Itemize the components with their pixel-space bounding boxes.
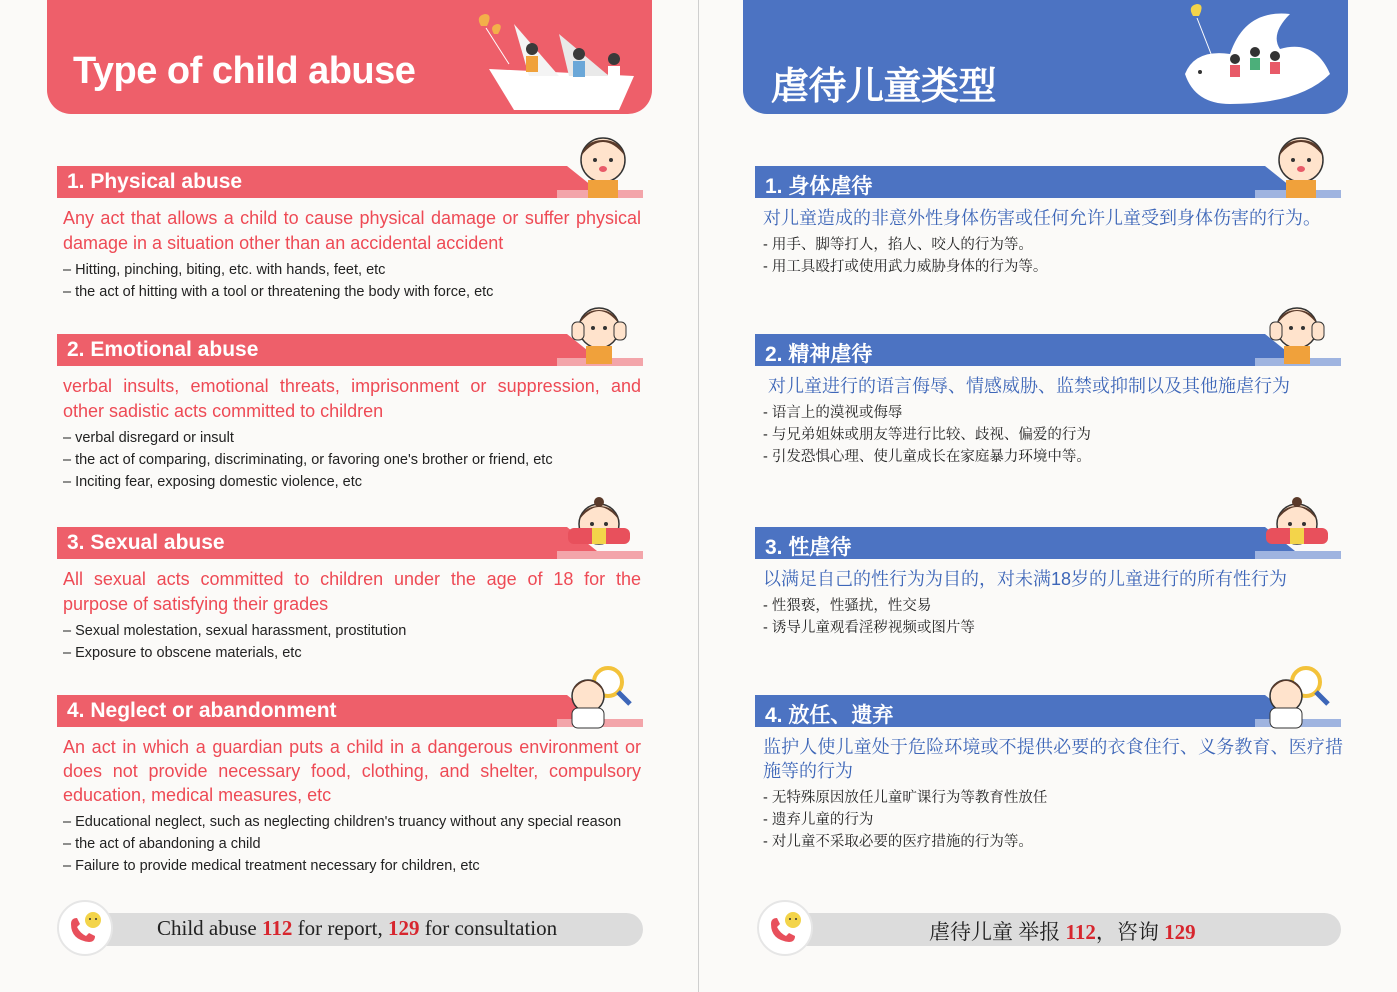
right-section-3-bar [755, 527, 1341, 559]
left-section-2-bar [57, 334, 643, 366]
right-footer [757, 900, 1343, 956]
left-footer [57, 900, 643, 956]
right-section-4-bar [755, 695, 1341, 727]
bullet-item: – verbal disregard or insult [63, 430, 234, 446]
left-section-4-bullets [63, 811, 653, 877]
left-section-2-desc: verbal insults, emotional threats, imprisonment or suppression, and other sadistic acts committed to children [63, 376, 641, 421]
right-section-4-heading: 4. 放任、遗弃 [765, 704, 894, 727]
left-section-3-bar [57, 527, 643, 559]
magnifier-child-icon [1260, 664, 1332, 730]
crying-child-icon [570, 132, 636, 198]
left-title: Type of child abuse [73, 50, 416, 92]
right-section-1-bullets [763, 234, 1343, 278]
scared-child-icon [1264, 300, 1330, 366]
bullet-item: - 诱导儿童观看淫秽视频或图片等 [763, 620, 975, 636]
left-section-3-desc: All sexual acts committed to children under the age of 18 for the purpose of satisfying their grades [63, 569, 641, 614]
bullet-item: – Failure to provide medical treatment necessary for children, etc [63, 858, 480, 874]
bullet-item: – Inciting fear, exposing domestic violence, etc [63, 474, 363, 490]
bullet-item: - 与兄弟姐妹或朋友等进行比较、歧视、偏爱的行为 [763, 427, 1091, 443]
left-footer-text: Child abuse 112 for report, 129 for consultation [157, 916, 558, 940]
left-section-3-bullets [63, 620, 653, 664]
right-section-3-heading: 3. 性虐待 [765, 536, 852, 559]
right-section-1-desc: 对儿童造成的非意外性身体伤害或任何允许儿童受到身体伤害的行为。 [763, 208, 1321, 228]
left-section-1-desc: Any act that allows a child to cause physical damage or suffer physical damage in a situation other than an accidental accident [63, 208, 641, 253]
boat-illustration [459, 4, 649, 114]
right-header [743, 0, 1348, 114]
left-section-4-heading: 4. Neglect or abandonment [67, 699, 337, 722]
crying-child-icon [1268, 132, 1334, 198]
bullet-item: - 用手、脚等打人，掐人、咬人的行为等。 [763, 237, 1033, 253]
right-section-2-heading: 2. 精神虐待 [765, 343, 873, 366]
phone-icon [757, 900, 813, 956]
right-section-2-desc: 对儿童进行的语言侮辱、情感威胁、监禁或抑制以及其他施虐行为 [768, 376, 1290, 396]
report-number: 112 [262, 916, 293, 940]
bullet-item: - 遗弃儿童的行为 [763, 812, 874, 828]
scared-child-icon [566, 300, 632, 366]
dove-illustration [1175, 4, 1345, 114]
bullet-item: - 用工具殴打或使用武力威胁身体的行为等。 [763, 259, 1048, 275]
consultation-number: 129 [1164, 920, 1196, 944]
right-section-3-desc: 以满足自己的性行为为目的，对未满18岁的儿童进行的所有性行为 [763, 569, 1288, 589]
bullet-item: - 无特殊原因放任儿童旷课行为等教育性放任 [763, 790, 1048, 806]
left-section-2-heading: 2. Emotional abuse [67, 338, 259, 361]
bullet-item: – Exposure to obscene materials, etc [63, 645, 302, 661]
bullet-item: - 对儿童不采取必要的医疗措施的行为等。 [763, 834, 1033, 850]
right-section-4-desc: 监护人使儿童处于危险环境或不提供必要的衣食住行、义务教育、医疗措施等的行为 [763, 737, 1343, 781]
left-section-4-desc: An act in which a guardian puts a child in a dangerous environment or does not provide necessary food, clothing, and shelter, compulsory education, medical measures, etc [63, 737, 641, 805]
left-section-1-bar [57, 166, 643, 198]
bullet-item: – Hitting, pinching, biting, etc. with hands, feet, etc [63, 262, 386, 278]
right-section-2-bar [755, 334, 1341, 366]
consultation-number: 129 [387, 916, 420, 940]
bullet-item: - 性猥亵，性骚扰，性交易 [763, 598, 932, 614]
bullet-item: – Educational neglect, such as neglecting children's truancy without any special reason [63, 814, 622, 830]
right-section-1-bar [755, 166, 1341, 198]
right-section-2-bullets [763, 402, 1343, 468]
left-section-3-heading: 3. Sexual abuse [67, 531, 225, 554]
right-title: 虐待儿童类型 [771, 66, 997, 108]
right-section-3-bullets [763, 595, 1343, 639]
right-section-1-heading: 1. 身体虐待 [765, 175, 873, 198]
report-number: 112 [1065, 920, 1096, 944]
bullet-item: - 引发恐惧心理、使儿童成长在家庭暴力环境中等。 [763, 449, 1091, 465]
left-section-2-bullets [63, 427, 653, 493]
left-section-1-bullets [63, 259, 653, 303]
bullet-item: – Sexual molestation, sexual harassment, prostitution [63, 623, 407, 639]
covered-mouth-child-icon [1262, 494, 1332, 560]
phone-icon [57, 900, 113, 956]
left-header [47, 0, 652, 114]
left-section-4-bar [57, 695, 643, 727]
right-section-4-bullets [763, 787, 1343, 853]
bullet-item: - 语言上的漠视或侮辱 [763, 405, 903, 421]
left-section-1-heading: 1. Physical abuse [67, 170, 243, 193]
bullet-item: – the act of abandoning a child [63, 836, 261, 852]
right-footer-text: 虐待儿童 举报 112，咨询 129 [929, 920, 1196, 944]
page-divider [698, 0, 699, 992]
magnifier-child-icon [562, 664, 634, 730]
bullet-item: – the act of comparing, discriminating, or favoring one's brother or friend, etc [63, 452, 553, 468]
covered-mouth-child-icon [564, 494, 634, 560]
bullet-item: – the act of hitting with a tool or threatening the body with force, etc [63, 284, 494, 300]
